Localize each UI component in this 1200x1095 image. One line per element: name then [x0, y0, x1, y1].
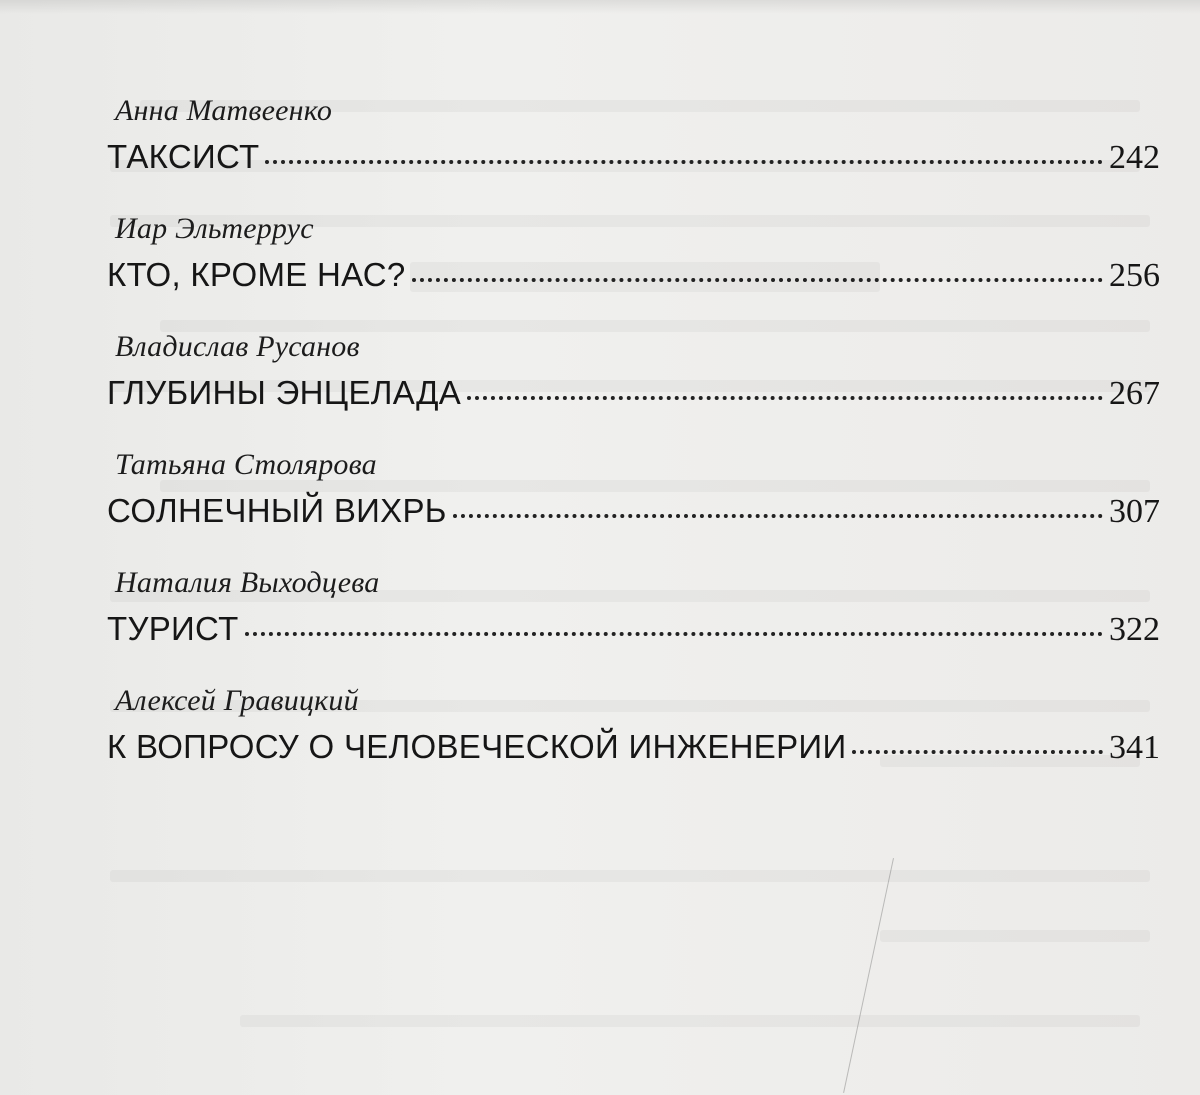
- toc-entry: [107, 208, 1160, 326]
- toc-title-line: [107, 492, 1160, 531]
- table-of-contents: [107, 90, 1160, 798]
- dot-leader: [852, 750, 1103, 754]
- dot-leader: [412, 278, 1103, 282]
- toc-title-line: [107, 256, 1160, 295]
- toc-entry: [107, 680, 1160, 798]
- toc-title-line: [107, 374, 1160, 413]
- toc-title-line: [107, 610, 1160, 649]
- toc-page-number: 322: [1109, 611, 1160, 648]
- toc-author: Иар Эльтеррус: [115, 212, 314, 245]
- toc-title: К ВОПРОСУ О ЧЕЛОВЕЧЕСКОЙ ИНЖЕНЕРИИ: [107, 728, 847, 765]
- toc-entry: [107, 90, 1160, 208]
- toc-author: Анна Матвеенко: [115, 94, 333, 127]
- toc-entry: [107, 562, 1160, 680]
- toc-page-number: 307: [1109, 493, 1160, 530]
- dot-leader: [467, 396, 1103, 400]
- toc-title: КТО, КРОМЕ НАС?: [107, 256, 406, 293]
- dot-leader: [245, 632, 1103, 636]
- toc-author: Наталия Выходцева: [115, 566, 380, 599]
- toc-title: ТУРИСТ: [107, 610, 239, 647]
- toc-title-line: [107, 728, 1160, 767]
- toc-page-number: 267: [1109, 375, 1160, 412]
- toc-author: Алексей Гравицкий: [115, 684, 359, 717]
- toc-title-line: [107, 138, 1160, 177]
- toc-title: ТАКСИСТ: [107, 138, 260, 175]
- toc-entry: [107, 444, 1160, 562]
- toc-title: ГЛУБИНЫ ЭНЦЕЛАДА: [107, 374, 462, 411]
- toc-page-number: 256: [1109, 257, 1160, 294]
- dot-leader: [265, 160, 1103, 164]
- toc-author: Владислав Русанов: [115, 330, 360, 363]
- paper-crease: [843, 858, 894, 1093]
- dot-leader: [453, 514, 1103, 518]
- toc-author: Татьяна Столярова: [115, 448, 377, 481]
- toc-page-number: 242: [1109, 139, 1160, 176]
- toc-page-number: 341: [1109, 729, 1160, 766]
- toc-entry: [107, 326, 1160, 444]
- toc-title: СОЛНЕЧНЫЙ ВИХРЬ: [107, 492, 447, 529]
- page-top-shadow: [0, 0, 1200, 14]
